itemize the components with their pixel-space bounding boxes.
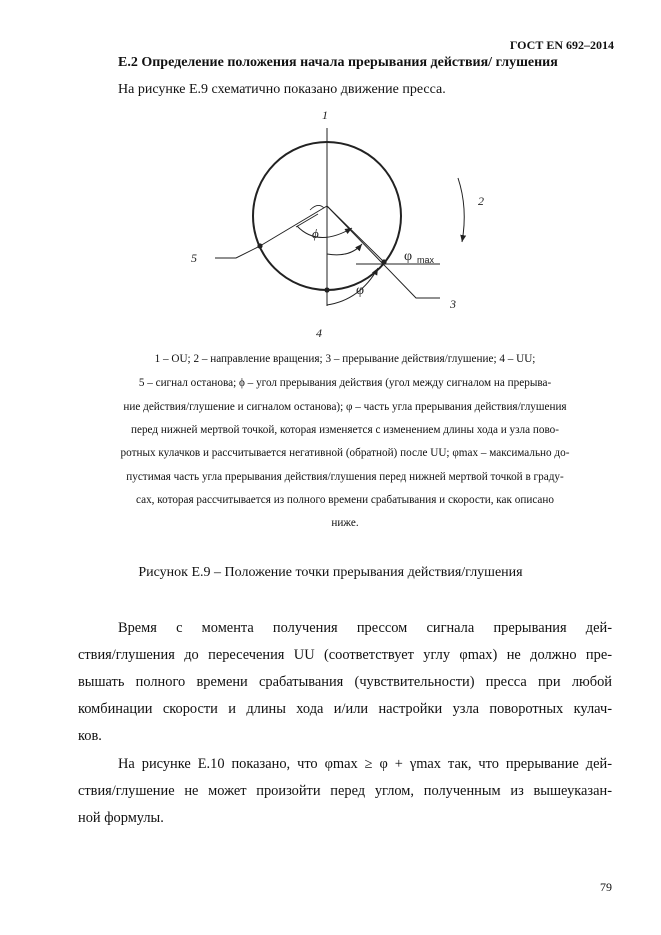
caption-line-7: сах, которая рассчитывается из полного времени срабатывания и скорости, как описано xyxy=(136,494,554,506)
leader-3 xyxy=(327,206,440,298)
caption-line-3: ние действия/глушение и сигналом останова); φ – часть угла прерывания действия/глушения xyxy=(123,401,567,413)
label-5: 5 xyxy=(191,251,197,265)
caption-line-4: перед нижней мертвой точкой, которая изменяется с изменением длины хода и узла пово- xyxy=(131,424,559,436)
paragraph-1 xyxy=(78,615,612,750)
stop-signal-point xyxy=(257,243,262,248)
label-3: 3 xyxy=(450,297,456,311)
phi-arc xyxy=(297,226,352,238)
caption-line-5: ротных кулачков и рассчитывается негативной (обратной) после UU; φmax – максимально до- xyxy=(120,447,570,459)
rotation-arrow xyxy=(458,178,464,242)
phi-max-subscript: max xyxy=(417,255,435,265)
leader-5 xyxy=(215,246,260,258)
para2-line-3: ной формулы. xyxy=(78,810,164,826)
page-number: 79 xyxy=(600,880,612,894)
para2-line-2: ствия/глушение не может произойти перед углом, полученным из вышеуказан- xyxy=(78,783,612,799)
phi-symbol-label: ϕ xyxy=(312,226,319,241)
label-4: 4 xyxy=(316,326,322,340)
standard-header: ГОСТ EN 692–2014 xyxy=(509,38,614,52)
caption-line-8: ниже. xyxy=(331,517,359,529)
section-heading: Е.2 Определение положения начала прерывания действия/ глушения xyxy=(118,55,558,70)
intro-text: На рисунке Е.9 схематично показано движение пресса. xyxy=(118,82,446,97)
bottom-dead-center-point xyxy=(324,287,329,292)
figure-title: Рисунок Е.9 – Положение точки прерывания действия/глушения xyxy=(138,565,523,580)
caption-line-6: пустимая часть угла прерывания действия/глушения перед нижней мертвой точкой в граду- xyxy=(126,471,564,483)
caption-line-2: 5 – сигнал останова; ϕ – угол прерывания действия (угол между сигналом на прерыва- xyxy=(138,377,552,389)
label-2: 2 xyxy=(478,194,484,208)
label-1: 1 xyxy=(322,108,328,122)
para1-line-3: вышать полного времени срабатывания (чувствительности) пресса при любой xyxy=(78,674,612,690)
phi-max-arc xyxy=(327,244,362,255)
para1-line-2: ствия/глушения до пересечения UU (соответствует углу φmax) не должно пре- xyxy=(78,647,612,663)
para1-line-5: ков. xyxy=(78,728,102,744)
phi-bottom-label: φ xyxy=(356,283,365,298)
phi-max-symbol: φ xyxy=(404,249,413,264)
paragraph-2 xyxy=(78,751,612,832)
para2-line-1: На рисунке Е.10 показано, что φmax ≥ φ + γmax так, что прерывание дей- xyxy=(118,756,612,772)
para1-line-4: комбинации скорости и длины хода и/или настройки узла поворотных кулач- xyxy=(78,701,612,717)
caption-line-1: 1 – OU; 2 – направление вращения; 3 – прерывание действия/глушение; 4 – UU; xyxy=(154,353,536,365)
para1-line-1: Время с момента получения прессом сигнала прерывания дей- xyxy=(118,620,612,636)
